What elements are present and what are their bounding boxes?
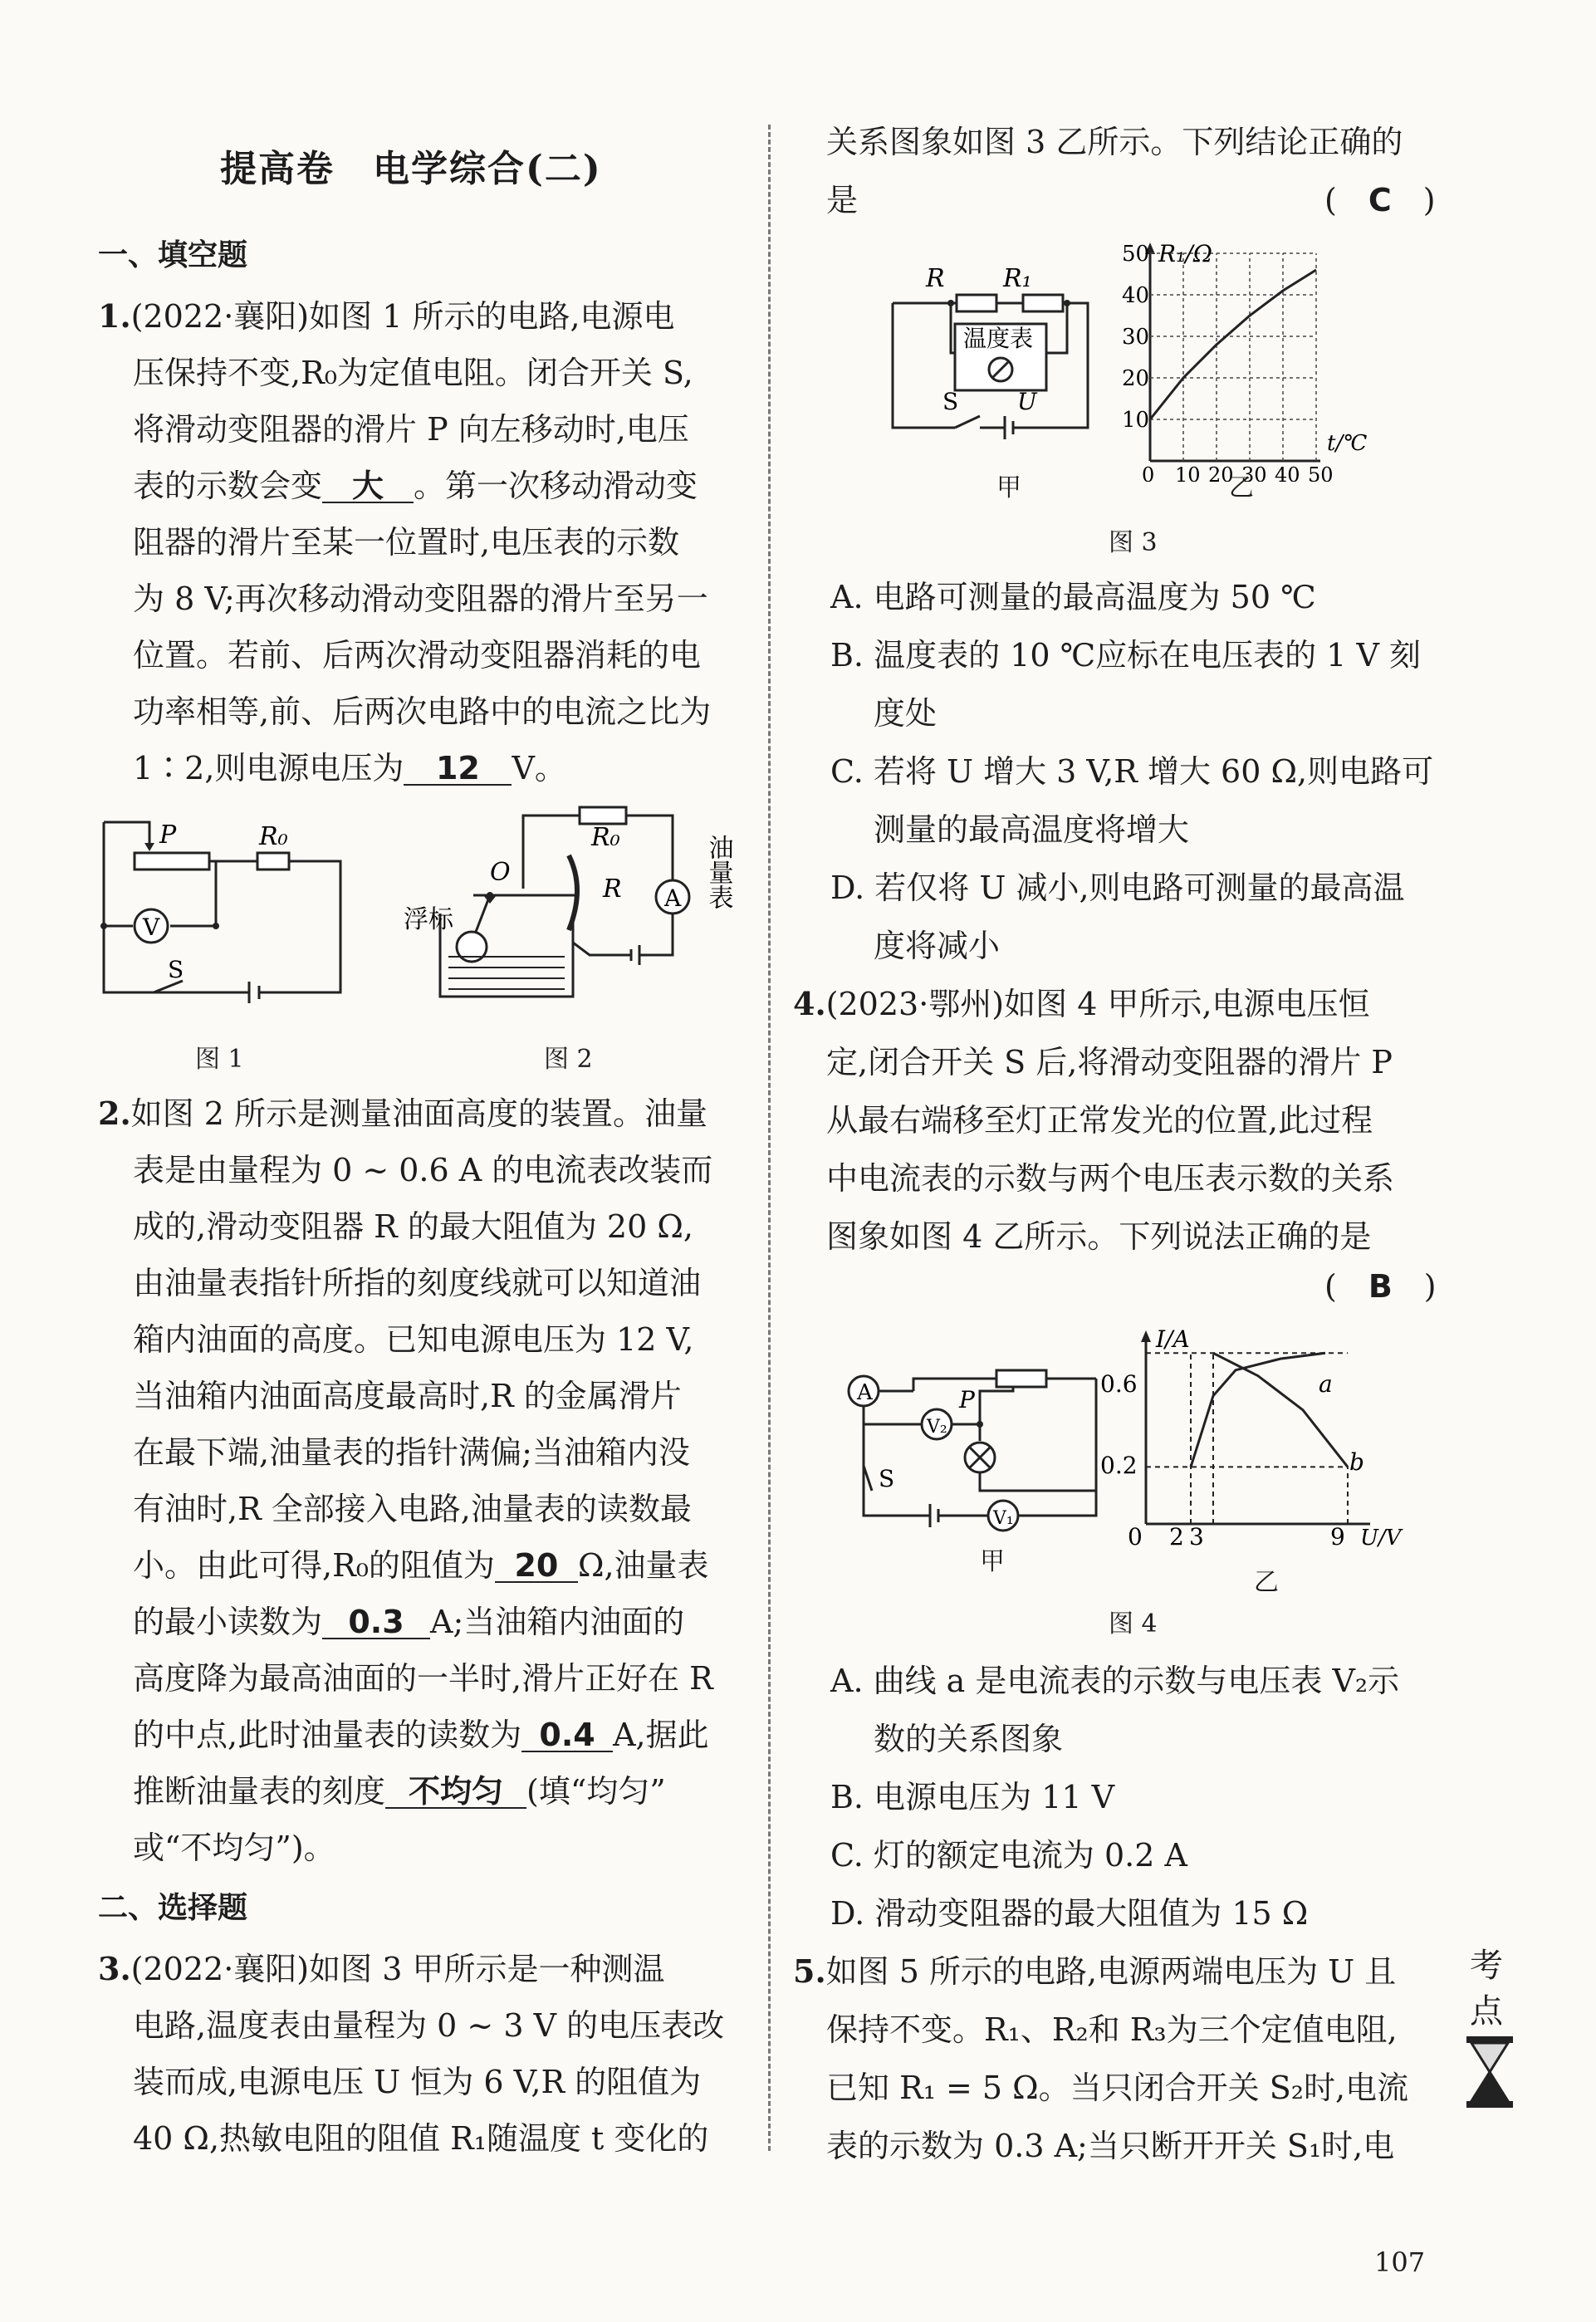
q2-line: 有油时,R 全部接入电路,油量表的读数最 <box>133 1491 692 1527</box>
q2-answer-4: 不均匀 <box>385 1776 526 1809</box>
fig3-tick-x: 30 <box>1241 463 1267 482</box>
q5-line: 如图 5 所示的电路,电源两端电压为 U 且 <box>825 1953 1397 1990</box>
q4-answer: B <box>1368 1268 1393 1305</box>
q2-line: A;当油箱内油面的 <box>430 1604 685 1640</box>
fig3-tick-y: 40 <box>1122 283 1150 308</box>
q1-line: 阻器的滑片至某一位置时,电压表的示数 <box>133 524 680 561</box>
fig2-label-r: R <box>603 874 622 904</box>
fig4-label-v2: V₂ <box>927 1417 947 1438</box>
figure-3-label-yi: 乙 <box>1229 473 1254 502</box>
side-tab-char-1: 考 <box>1470 1947 1503 1985</box>
q5-line: 已知 R₁ = 5 Ω。当只闭合开关 S₂时,电流 <box>826 2070 1409 2106</box>
page-number: 107 <box>1374 2246 1426 2278</box>
q3-line: (2022·襄阳)如图 3 甲所示是一种测温 <box>130 1951 665 1987</box>
q4-answer-bracket: ( B ) <box>1324 1268 1437 1305</box>
fig4-tick-y02: 0.2 <box>1100 1452 1138 1479</box>
q2-line: 表是由量程为 0 ~ 0.6 A 的电流表改装而 <box>133 1152 713 1188</box>
section-choice: 二、选择题 <box>98 1891 248 1925</box>
q2-line: 高度降为最高油面的一半时,滑片正好在 R <box>133 1660 713 1697</box>
q3-option-b[interactable]: B. 温度表的 10 ℃应标在电压表的 1 V 刻 <box>830 637 1421 674</box>
figure-1-circuit <box>91 801 365 1009</box>
fig4-label-v1: V₁ <box>993 1508 1014 1529</box>
fig2-label-meter: 油量表 <box>703 835 733 909</box>
fig4-tick-y06: 0.6 <box>1100 1370 1138 1398</box>
q2-line: 或“不均匀”)。 <box>133 1830 335 1866</box>
fig4-label-s: S <box>879 1465 895 1492</box>
q3-option-d-cont: 度将减小 <box>874 928 1001 964</box>
fig4-curve-a-label: a <box>1319 1370 1333 1398</box>
fig3-label-s: S <box>942 388 959 415</box>
fig4-tick-x2: 2 <box>1169 1523 1184 1550</box>
fig3-label-r: R <box>926 264 945 293</box>
q3-option-b-cont: 度处 <box>874 695 938 732</box>
q3-option-c-cont: 测量的最高温度将增大 <box>874 811 1190 848</box>
q3-option-d[interactable]: D. 若仅将 U 减小,则电路可测量的最高温 <box>830 870 1405 906</box>
q3-answer-bracket: ( C ) <box>1324 182 1436 218</box>
q2-line: (填“均匀” <box>526 1773 666 1810</box>
fig3-tick-x: 10 <box>1175 463 1201 482</box>
fig2-label-r0: R₀ <box>591 823 620 852</box>
fig3-xlabel: t/℃ <box>1327 431 1368 456</box>
fig3-label-rt: R₁ <box>1003 264 1032 293</box>
figure-3-circuit <box>880 253 1104 469</box>
q4-option-c[interactable]: C. 灯的额定电流为 0.2 A <box>830 1837 1187 1874</box>
page-title: 提高卷 电学综合(二) <box>220 148 602 190</box>
fig4-tick-x9: 9 <box>1330 1523 1345 1550</box>
q2-line: 的中点,此时油量表的读数为 <box>133 1717 522 1753</box>
fig1-label-p: P <box>159 821 177 850</box>
q2-answer-1: 20 <box>495 1550 578 1583</box>
q4-option-d[interactable]: D. 滑动变阻器的最大阻值为 15 Ω <box>830 1895 1309 1932</box>
fig3-tick-y: 20 <box>1122 366 1150 391</box>
q1-line: 为 8 V;再次移动滑动变阻器的滑片至另一 <box>133 580 708 617</box>
fig3-tick-x: 0 <box>1142 463 1155 482</box>
q1-line: 压保持不变,R₀为定值电阻。闭合开关 S, <box>133 355 693 391</box>
figure-2-oil-gauge <box>399 797 747 1021</box>
figure-3-label-jia: 甲 <box>996 473 1021 502</box>
q2-line: 在最下端,油量表的指针满偏;当油箱内没 <box>133 1434 690 1471</box>
fig2-label-o: O <box>490 858 511 887</box>
q2-number: 2. <box>98 1095 131 1132</box>
fig3-label-meter: 温度表 <box>963 325 1034 352</box>
fig4-label-a: A <box>857 1380 873 1405</box>
q3-line: 是 <box>826 182 859 218</box>
q1-line: 位置。若前、后两次滑动变阻器消耗的电 <box>133 637 702 674</box>
q3-line: 关系图象如图 3 乙所示。下列结论正确的 <box>826 124 1403 160</box>
fig4-ylabel: I/A <box>1156 1325 1190 1353</box>
figure-4-label-yi: 乙 <box>1254 1568 1279 1597</box>
fig1-label-r0: R₀ <box>259 822 288 851</box>
q1-line: 。第一次移动滑动变 <box>414 468 698 504</box>
q2-line: 如图 2 所示是测量油面高度的装置。油量 <box>130 1095 708 1132</box>
fig4-curve-b-label: b <box>1349 1448 1364 1476</box>
q5-number: 5. <box>793 1952 826 1990</box>
q2-line: 箱内油面的高度。已知电源电压为 12 V, <box>133 1321 694 1358</box>
q4-line: 中电流表的示数与两个电压表示数的关系 <box>826 1160 1395 1197</box>
q2-line: Ω,油量表 <box>577 1547 709 1584</box>
q2-line: 小。由此可得,R₀的阻值为 <box>133 1547 495 1584</box>
q3-option-a[interactable]: A. 电路可测量的最高温度为 50 ℃ <box>830 579 1316 615</box>
q4-option-a-cont: 数的关系图象 <box>874 1721 1064 1757</box>
q2-line: A,据此 <box>613 1717 709 1753</box>
fig3-label-u: U <box>1017 388 1037 415</box>
q2-line: 推断油量表的刻度 <box>133 1773 386 1810</box>
side-tab-char-2: 点 <box>1470 1992 1503 2031</box>
q5-line: 表的示数为 0.3 A;当只断开开关 S₁时,电 <box>826 2128 1395 2164</box>
figure-1-caption: 图 1 <box>195 1045 244 1074</box>
q3-line: 电路,温度表由量程为 0 ~ 3 V 的电压表改 <box>133 2007 725 2044</box>
fig3-tick-y: 10 <box>1122 408 1150 433</box>
figure-4-circuit <box>847 1341 1113 1541</box>
q1-number: 1. <box>98 297 131 335</box>
fig3-tick-y: 30 <box>1122 325 1150 350</box>
q1-line: 功率相等,前、后两次电路中的电流之比为 <box>133 693 712 730</box>
q1-line: 将滑动变阻器的滑片 P 向左移动时,电压 <box>133 411 689 448</box>
q1-line: 1∶2,则电源电压为 <box>133 750 404 786</box>
hourglass-icon <box>1463 2035 1516 2109</box>
fig1-label-s: S <box>168 956 184 983</box>
figure-3-graph <box>1113 233 1387 482</box>
fig2-label-a: A <box>664 884 682 912</box>
section-fill-in: 一、填空题 <box>98 238 248 272</box>
figure-4-caption: 图 4 <box>1109 1609 1158 1639</box>
q3-option-c[interactable]: C. 若将 U 增大 3 V,R 增大 60 Ω,则电路可 <box>830 753 1434 790</box>
fig4-tick-x3: 3 <box>1189 1523 1204 1550</box>
q3-line: 40 Ω,热敏电阻的阻值 R₁随温度 t 变化的 <box>133 2120 709 2157</box>
figure-2-caption: 图 2 <box>544 1045 593 1074</box>
q4-option-a[interactable]: A. 曲线 a 是电流表的示数与电压表 V₂示 <box>830 1663 1400 1699</box>
q5-line: 保持不变。R₁、R₂和 R₃为三个定值电阻, <box>826 2011 1398 2048</box>
fig4-curve-a <box>1191 1353 1325 1467</box>
q3-line: 装而成,电源电压 U 恒为 6 V,R 的阻值为 <box>133 2064 702 2100</box>
fig3-curve-r1 <box>1150 270 1316 419</box>
q3-number: 3. <box>98 1950 131 1987</box>
q3-answer: C <box>1368 182 1392 218</box>
q2-line: 当油箱内油面高度最高时,R 的金属滑片 <box>133 1378 682 1414</box>
fig4-tick-x0: 0 <box>1128 1523 1143 1550</box>
fig3-tick-y: 50 <box>1122 242 1150 267</box>
q2-line: 的最小读数为 <box>133 1604 323 1640</box>
q4-line: 从最右端移至灯正常发光的位置,此过程 <box>826 1102 1373 1139</box>
q2-line: 成的,滑动变阻器 R 的最大阻值为 20 Ω, <box>133 1208 693 1245</box>
fig2-label-float: 浮标 <box>404 905 453 934</box>
fig3-tick-x: 50 <box>1308 463 1334 482</box>
fig4-label-p: P <box>959 1386 975 1413</box>
fig3-tick-x: 40 <box>1275 463 1300 482</box>
fig4-xlabel: U/V <box>1360 1526 1402 1550</box>
q1-line: V。 <box>512 750 566 786</box>
q2-line: 由油量表指针所指的刻度线就可以知道油 <box>133 1265 702 1301</box>
q2-answer-3: 0.4 <box>521 1719 613 1752</box>
figure-3-caption: 图 3 <box>1109 528 1158 557</box>
q4-line: (2023·鄂州)如图 4 甲所示,电源电压恒 <box>825 986 1370 1022</box>
q4-line: 图象如图 4 乙所示。下列说法正确的是 <box>826 1218 1372 1255</box>
column-divider <box>768 125 771 2151</box>
fig3-tick-x: 20 <box>1208 463 1234 482</box>
q1-line: 表的示数会变 <box>133 468 323 504</box>
q1-answer-1: 大 <box>322 470 414 503</box>
figure-4-graph <box>1096 1320 1420 1553</box>
q1-line: (2022·襄阳)如图 1 所示的电路,电源电 <box>130 298 675 335</box>
fig3-ylabel: R₁/Ω <box>1158 240 1212 267</box>
q2-answer-2: 0.3 <box>322 1606 430 1639</box>
q4-line: 定,闭合开关 S 后,将滑动变阻器的滑片 P <box>826 1044 1393 1080</box>
q4-option-b[interactable]: B. 电源电压为 11 V <box>830 1779 1115 1815</box>
q4-number: 4. <box>793 985 826 1022</box>
q1-answer-2: 12 <box>404 752 512 786</box>
fig1-label-v: V <box>143 914 160 941</box>
figure-4-label-jia: 甲 <box>980 1547 1005 1576</box>
